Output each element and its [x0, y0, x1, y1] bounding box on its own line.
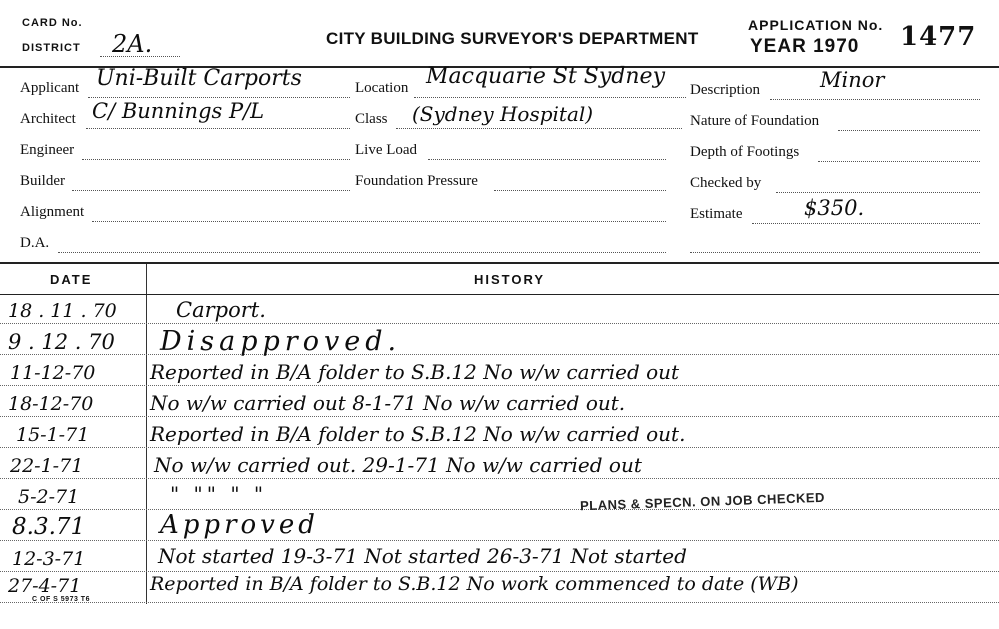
description-label: Description — [690, 82, 760, 98]
applicant-value: Uni-Built Carports — [96, 66, 302, 91]
application-number: 1477 — [900, 22, 977, 52]
date-header: DATE — [50, 272, 93, 287]
architect-label: Architect — [20, 111, 76, 127]
history-header: HISTORY — [474, 272, 546, 287]
row-line — [0, 540, 999, 541]
foundation-pressure-label: Foundation Pressure — [355, 173, 478, 189]
estimate-line — [752, 223, 980, 224]
row-line — [0, 385, 999, 386]
history-date: 27-4-71 — [8, 575, 82, 597]
builder-line — [72, 190, 350, 191]
checked-line — [776, 192, 980, 193]
history-entry: Disapproved. — [160, 326, 402, 357]
applicant-line — [88, 97, 350, 98]
description-line — [770, 99, 980, 100]
history-entry: Reported in B/A folder to S.B.12 No w/w carried out — [150, 360, 680, 384]
history-date: 11-12-70 — [10, 362, 96, 384]
history-date: 9 . 12 . 70 — [8, 330, 115, 354]
class-label: Class — [355, 111, 388, 127]
description-value: Minor — [820, 68, 885, 92]
row-line — [0, 416, 999, 417]
history-date: 22-1-71 — [10, 455, 84, 477]
history-entry: Carport. — [176, 298, 266, 322]
live-load-line — [428, 159, 666, 160]
architect-line — [86, 128, 350, 129]
history-header-divider — [0, 294, 999, 295]
da-label: D.A. — [20, 235, 50, 251]
row-line — [0, 354, 999, 355]
history-date: 12-3-71 — [12, 548, 86, 570]
da-line — [58, 252, 666, 253]
builder-label: Builder — [20, 173, 65, 189]
district-value: 2A. — [112, 30, 153, 58]
row-line — [0, 509, 999, 510]
right-blank-line — [690, 252, 980, 253]
history-entry: No w/w carried out. 29-1-71 No w/w carried out — [154, 453, 642, 477]
location-line — [414, 97, 686, 98]
nature-line — [838, 130, 980, 131]
history-entry: No w/w carried out 8-1-71 No w/w carried out. — [150, 391, 626, 415]
history-entry: Approved — [160, 510, 319, 540]
date-column-divider — [146, 264, 147, 604]
history-date: 8.3.71 — [12, 514, 86, 540]
engineer-label: Engineer — [20, 142, 75, 158]
depth-label: Depth of Footings — [690, 144, 800, 160]
depth-line — [818, 161, 980, 162]
estimate-value: $350. — [804, 196, 865, 220]
history-entry: Not started 19-3-71 Not started 26-3-71 Not started — [158, 544, 687, 568]
row-line — [0, 478, 999, 479]
history-entry: " "" " " — [170, 482, 268, 506]
history-date: 5-2-71 — [18, 486, 80, 508]
location-value: Macquarie St Sydney — [426, 64, 666, 89]
district-label: DISTRICT — [22, 42, 81, 54]
history-date: 18 . 11 . 70 — [8, 300, 117, 322]
history-date: 15-1-71 — [16, 424, 90, 446]
application-label: APPLICATION No. — [748, 17, 884, 33]
foundation-pressure-line — [494, 190, 666, 191]
department-title: CITY BUILDING SURVEYOR'S DEPARTMENT — [326, 29, 699, 48]
live-load-label: Live Load — [355, 142, 418, 158]
alignment-line — [92, 221, 666, 222]
history-entry: Reported in B/A folder to S.B.12 No work commenced to date (WB) — [150, 573, 799, 595]
row-line — [0, 447, 999, 448]
history-date: 18-12-70 — [8, 393, 94, 415]
applicant-label: Applicant — [20, 80, 80, 96]
engineer-line — [82, 159, 350, 160]
checked-label: Checked by — [690, 175, 762, 191]
architect-value: C/ Bunnings P/L — [92, 99, 265, 123]
class-line — [396, 128, 682, 129]
row-line — [0, 571, 999, 572]
history-entry: Reported in B/A folder to S.B.12 No w/w carried out. — [150, 422, 686, 446]
card-no-label: CARD No. — [22, 17, 83, 29]
plans-checked-stamp: PLANS & SPECN. ON JOB CHECKED — [579, 489, 826, 514]
row-line — [0, 323, 999, 324]
alignment-label: Alignment — [20, 204, 85, 220]
year-label: YEAR 1970 — [750, 36, 860, 57]
nature-label: Nature of Foundation — [690, 113, 820, 129]
history-top-border — [0, 262, 999, 264]
row-line — [0, 602, 999, 603]
location-label: Location — [355, 80, 409, 96]
class-value: (Sydney Hospital) — [412, 102, 594, 126]
form-code: C OF S 5973 T6 — [32, 596, 90, 603]
estimate-label: Estimate — [690, 206, 743, 222]
